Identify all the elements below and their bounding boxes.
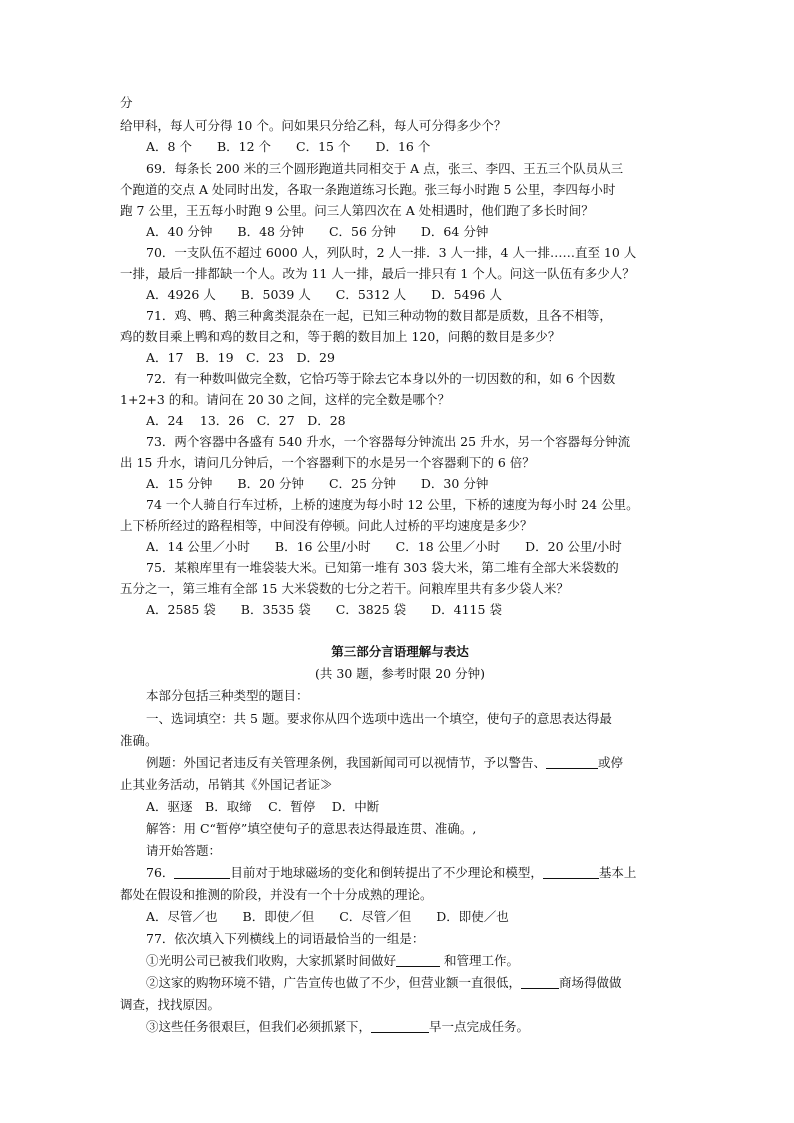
question-number: 76． (146, 865, 175, 880)
text-line: 一、选词填空：共 5 题。要求你从四个选项中选出一个填空，使句子的意思表达得最 (146, 711, 612, 726)
question-74: 74 一个人骑自行车过桥，上桥的速度为每小时 12 公里，下桥的速度为每小时 24 公里。 (146, 497, 639, 512)
options-line: A．驱逐 B．取缔 C．暂停 D．中断 (146, 799, 380, 814)
section-subtitle: (共 30 题，参考时限 20 分钟) (315, 666, 485, 681)
text-line: 给甲科，每人可分得 10 个。问如果只分给乙科，每人可分得多少个？ (120, 118, 507, 133)
text-line: 1+2+3 的和。请问在 20 30 之间，这样的完全数是哪个？ (120, 392, 451, 407)
text-line: 都处在假设和推测的阶段，并没有一个十分成熟的理论。 (120, 887, 433, 902)
question-77: 77．依次填入下列横线上的词语最恰当的一组是： (146, 931, 425, 946)
fill-blank (371, 1018, 429, 1033)
text-line: 出 15 升水，请问几分钟后，一个容器剩下的水是另一个容器剩下的 6 倍？ (120, 455, 535, 470)
question-69: 69．每条长 200 米的三个圆形跑道共同相交于 A 点，张三、李四、王五三个队员从三 (146, 161, 624, 176)
text-line: 准确。 (120, 733, 158, 748)
fill-blank (396, 952, 440, 967)
sub-item-1 (146, 951, 519, 971)
options-line: A．4926 人 B．5039 人 C．5312 人 D．5496 人 (146, 287, 502, 302)
sub-item-text-end: 商场得做做 (559, 975, 622, 990)
options-line: A．8 个 B．12 个 C．15 个 D．16 个 (146, 139, 431, 154)
example-text: 例题：外国记者违反有关管理条例，我国新闻司可以视情节，予以警告、 (146, 755, 547, 770)
question-text: 目前对于地球磁场的变化和倒转提出了不少理论和模型， (230, 865, 543, 880)
question-75: 75．某粮库里有一堆袋装大米。已知第一堆有 303 袋大米，第二堆有全部大米袋数的 (146, 560, 619, 575)
text-line: 止其业务活动，吊销其《外国记者证≫ (120, 777, 333, 792)
section-title: 第三部分言语理解与表达 (331, 644, 469, 659)
sub-item-text: ②这家的购物环境不错，广告宣传也做了不少，但营业额一直很低， (146, 975, 522, 990)
text-line: 本部分包括三种类型的题目： (146, 688, 309, 703)
fill-blank (546, 754, 598, 769)
fill-blank (521, 974, 559, 989)
sub-item-text-end: 早一点完成任务。 (429, 1019, 530, 1034)
sub-item-text: ①光明公司已被我们收购，大家抓紧时间做好 (146, 953, 397, 968)
sub-item-text: ③这些任务很艰巨，但我们必须抓紧下， (146, 1019, 372, 1034)
text-line: 分 (120, 95, 133, 110)
text-line: 个跑道的交点 A 处同时出发，各取一条跑道练习长跑。张三每小时跑 5 公里，李四每小时 (120, 182, 616, 197)
fill-blank (543, 864, 599, 879)
example-text-end: 或停 (598, 755, 624, 770)
question-70: 70．一支队伍不超过 6000 人，列队时，2 人一排．3 人一排，4 人一排……直至 10 人 (146, 245, 637, 260)
sub-item-3 (146, 1017, 529, 1037)
text-line: 跑 7 公里，王五每小时跑 9 公里。问三人第四次在 A 处相遇时，他们跑了多长时间？ (120, 203, 594, 218)
text-line: 请开始答题： (146, 843, 222, 858)
sub-item-2 (146, 973, 622, 993)
text-line: 鸡的数目乘上鸭和鸡的数目之和，等于鹅的数目加上 120，问鹅的数目是多少？ (120, 329, 561, 344)
options-line: A．15 分钟 B．20 分钟 C．25 分钟 D．30 分钟 (146, 476, 489, 491)
options-line: A．24 13．26 C．27 D．28 (146, 413, 346, 428)
text-line: 调查，找找原因。 (120, 997, 221, 1012)
text-line: 五分之一，第三堆有全部 15 大米袋数的七分之若干。问粮库里共有多少袋人米？ (120, 581, 569, 596)
options-line: A．14 公里／小时 B．16 公里/小时 C．18 公里／小时 D．20 公里/小时 (146, 539, 622, 554)
options-line: A．40 分钟 B．48 分钟 C．56 分钟 D．64 分钟 (146, 224, 489, 239)
question-73: 73．两个容器中各盛有 540 升水，一个容器每分钟流出 25 升水，另一个容器每分钟流 (146, 434, 631, 449)
question-76 (146, 863, 636, 883)
question-text-end: 基本上 (598, 865, 637, 880)
options-line: A．2585 袋 B．3535 袋 C．3825 袋 D．4115 袋 (146, 602, 502, 617)
answer-line: 解答：用 C“暂停”填空使句子的意思表达得最连贯、准确。, (146, 821, 477, 836)
text-line: 一排，最后一排都缺一个人。改为 11 人一排，最后一排只有 1 个人。问这一队伍有多少人？ (120, 266, 635, 281)
options-line: A．尽管／也 B．即使／但 C．尽管／但 D．即使／也 (146, 909, 509, 924)
fill-blank (174, 864, 230, 879)
question-72: 72．有一种数叫做完全数，它恰巧等于除去它本身以外的一切因数的和，如 6 个因数 (146, 371, 616, 386)
example-line (146, 753, 623, 773)
sub-item-text-end: 和管理工作。 (440, 953, 519, 968)
text-line: 上下桥所经过的路程相等，中间没有停顿。问此人过桥的平均速度是多少？ (120, 518, 533, 533)
question-71: 71．鸡、鸭、鹅三种禽类混杂在一起，已知三种动物的数目都是质数，且各不相等， (146, 308, 612, 323)
options-line: A．17 B．19 C．23 D．29 (146, 350, 335, 365)
